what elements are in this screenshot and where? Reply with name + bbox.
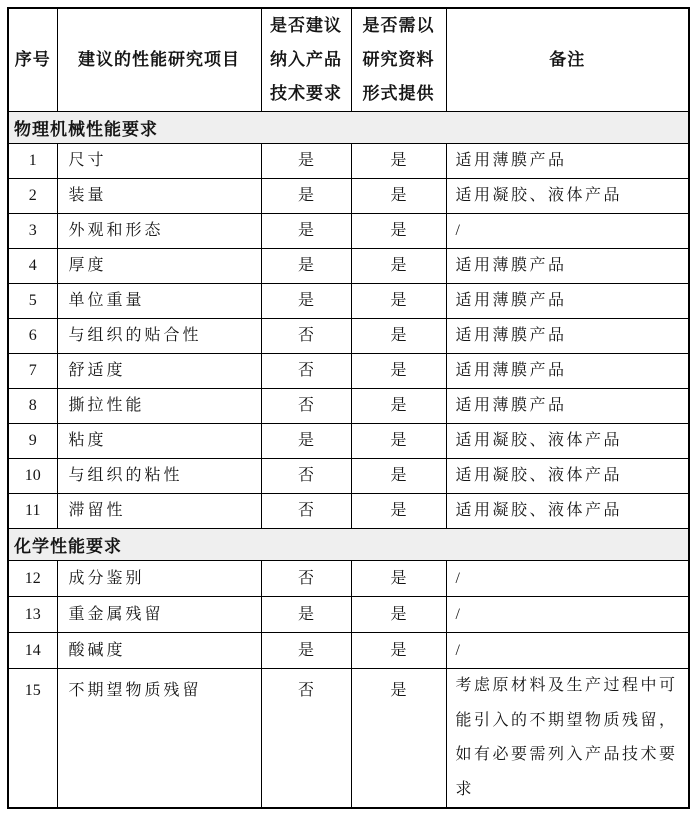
table-header-row xyxy=(8,8,689,112)
cell-remark: 考虑原材料及生产过程中可能引入的不期望物质残留，如有必要需列入产品技术要求 xyxy=(446,669,689,809)
cell-serial: 12 xyxy=(8,561,57,597)
cell-item: 成分鉴别 xyxy=(57,561,261,597)
cell-item: 与组织的贴合性 xyxy=(57,319,261,354)
cell-provide-as-material: 是 xyxy=(351,561,446,597)
cell-serial: 9 xyxy=(8,424,57,459)
cell-item: 撕拉性能 xyxy=(57,389,261,424)
cell-serial: 2 xyxy=(8,179,57,214)
table-row xyxy=(8,561,689,597)
table-row xyxy=(8,459,689,494)
cell-remark: 适用薄膜产品 xyxy=(446,319,689,354)
section-title: 物理机械性能要求 xyxy=(8,112,689,144)
performance-requirements-table xyxy=(7,7,690,809)
cell-serial: 8 xyxy=(8,389,57,424)
cell-include-in-spec: 是 xyxy=(261,179,351,214)
cell-serial: 13 xyxy=(8,597,57,633)
cell-item: 厚度 xyxy=(57,249,261,284)
cell-remark: 适用凝胶、液体产品 xyxy=(446,424,689,459)
cell-remark: 适用凝胶、液体产品 xyxy=(446,494,689,529)
cell-item: 不期望物质残留 xyxy=(57,669,261,809)
table-row xyxy=(8,284,689,319)
section-title: 化学性能要求 xyxy=(8,529,689,561)
cell-provide-as-material: 是 xyxy=(351,214,446,249)
cell-item: 尺寸 xyxy=(57,144,261,179)
header-research-item: 建议的性能研究项目 xyxy=(57,8,261,112)
cell-include-in-spec: 是 xyxy=(261,284,351,319)
table-row xyxy=(8,319,689,354)
cell-include-in-spec: 否 xyxy=(261,319,351,354)
cell-provide-as-material: 是 xyxy=(351,179,446,214)
cell-remark: / xyxy=(446,597,689,633)
table-row xyxy=(8,424,689,459)
table-row xyxy=(8,633,689,669)
cell-item: 滞留性 xyxy=(57,494,261,529)
cell-include-in-spec: 是 xyxy=(261,633,351,669)
cell-include-in-spec: 否 xyxy=(261,669,351,809)
cell-remark: / xyxy=(446,214,689,249)
cell-provide-as-material: 是 xyxy=(351,633,446,669)
cell-include-in-spec: 是 xyxy=(261,214,351,249)
table-row xyxy=(8,494,689,529)
header-include-in-spec: 是否建议 纳入产品 技术要求 xyxy=(261,8,351,112)
cell-serial: 11 xyxy=(8,494,57,529)
cell-remark: 适用薄膜产品 xyxy=(446,389,689,424)
header-provide-as-material: 是否需以 研究资料 形式提供 xyxy=(351,8,446,112)
cell-provide-as-material: 是 xyxy=(351,494,446,529)
header-remark: 备注 xyxy=(446,8,689,112)
table-row xyxy=(8,354,689,389)
cell-provide-as-material: 是 xyxy=(351,459,446,494)
table-row xyxy=(8,214,689,249)
cell-remark: 适用薄膜产品 xyxy=(446,144,689,179)
cell-include-in-spec: 否 xyxy=(261,459,351,494)
cell-provide-as-material: 是 xyxy=(351,144,446,179)
section-header-chemical xyxy=(8,529,689,561)
cell-provide-as-material: 是 xyxy=(351,354,446,389)
cell-item: 粘度 xyxy=(57,424,261,459)
cell-provide-as-material: 是 xyxy=(351,424,446,459)
cell-remark: 适用凝胶、液体产品 xyxy=(446,459,689,494)
cell-serial: 15 xyxy=(8,669,57,809)
cell-provide-as-material: 是 xyxy=(351,249,446,284)
cell-include-in-spec: 否 xyxy=(261,494,351,529)
table-row xyxy=(8,249,689,284)
cell-serial: 4 xyxy=(8,249,57,284)
cell-provide-as-material: 是 xyxy=(351,597,446,633)
cell-serial: 1 xyxy=(8,144,57,179)
cell-serial: 7 xyxy=(8,354,57,389)
cell-remark: 适用薄膜产品 xyxy=(446,284,689,319)
cell-remark: 适用薄膜产品 xyxy=(446,354,689,389)
cell-remark: / xyxy=(446,633,689,669)
cell-item: 装量 xyxy=(57,179,261,214)
table-row xyxy=(8,179,689,214)
cell-provide-as-material: 是 xyxy=(351,319,446,354)
table-row xyxy=(8,389,689,424)
cell-item: 单位重量 xyxy=(57,284,261,319)
cell-include-in-spec: 否 xyxy=(261,561,351,597)
cell-item: 与组织的粘性 xyxy=(57,459,261,494)
table-row xyxy=(8,597,689,633)
cell-include-in-spec: 是 xyxy=(261,144,351,179)
cell-serial: 14 xyxy=(8,633,57,669)
cell-serial: 6 xyxy=(8,319,57,354)
cell-provide-as-material: 是 xyxy=(351,669,446,809)
cell-serial: 5 xyxy=(8,284,57,319)
cell-remark: / xyxy=(446,561,689,597)
section-header-physical-mechanical xyxy=(8,112,689,144)
cell-provide-as-material: 是 xyxy=(351,284,446,319)
cell-serial: 10 xyxy=(8,459,57,494)
cell-item: 外观和形态 xyxy=(57,214,261,249)
cell-include-in-spec: 是 xyxy=(261,249,351,284)
table-row xyxy=(8,144,689,179)
cell-item: 舒适度 xyxy=(57,354,261,389)
cell-include-in-spec: 否 xyxy=(261,354,351,389)
cell-include-in-spec: 否 xyxy=(261,389,351,424)
cell-serial: 3 xyxy=(8,214,57,249)
cell-item: 酸碱度 xyxy=(57,633,261,669)
cell-include-in-spec: 是 xyxy=(261,424,351,459)
cell-remark: 适用薄膜产品 xyxy=(446,249,689,284)
cell-item: 重金属残留 xyxy=(57,597,261,633)
cell-remark: 适用凝胶、液体产品 xyxy=(446,179,689,214)
cell-provide-as-material: 是 xyxy=(351,389,446,424)
cell-include-in-spec: 是 xyxy=(261,597,351,633)
table-row xyxy=(8,669,689,809)
header-serial-number: 序号 xyxy=(8,8,57,112)
